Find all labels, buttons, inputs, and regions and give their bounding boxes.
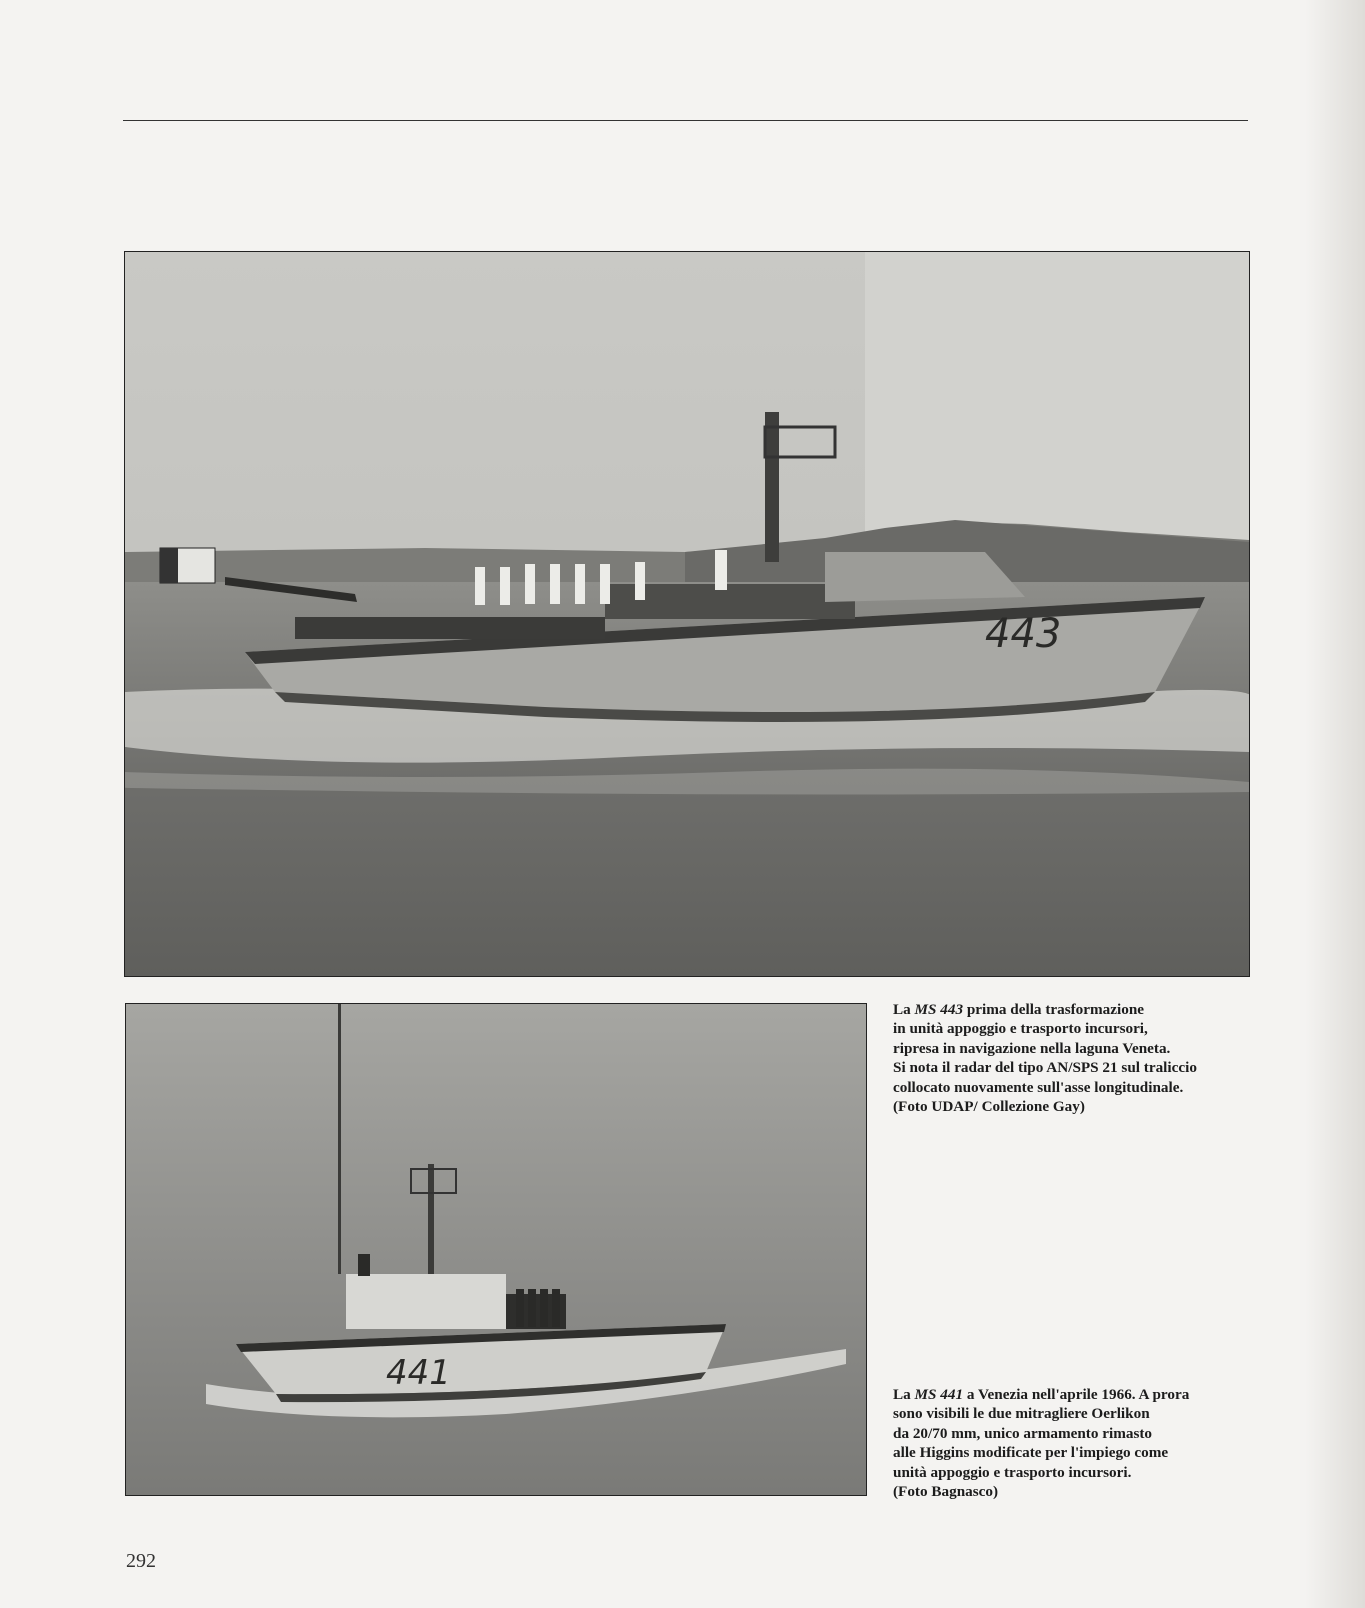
caption-line: Si nota il radar del tipo AN/SPS 21 sul traliccio xyxy=(893,1059,1197,1077)
hull-number-443: 443 xyxy=(985,611,1062,657)
caption-line: alle Higgins modificate per l'impiego come xyxy=(893,1444,1169,1462)
caption-prefix: La xyxy=(893,1386,915,1403)
page-edge-shadow xyxy=(1305,0,1365,1608)
ship-photo-icon xyxy=(126,1004,866,1495)
caption-text: a Venezia nell'aprile 1966. A prora xyxy=(963,1386,1190,1403)
photo-credit: (Foto Bagnasco) xyxy=(893,1483,999,1501)
caption-line: da 20/70 mm, unico armamento rimasto xyxy=(893,1424,1153,1442)
caption-line xyxy=(893,1385,1189,1404)
caption-text: prima della trasformazione xyxy=(963,1001,1145,1018)
caption-line: ripresa in navigazione nella laguna Veneta. xyxy=(893,1039,1171,1057)
caption-line: in unità appoggio e trasporto incursori, xyxy=(893,1020,1148,1038)
caption-line: sono visibili le due mitragliere Oerlikon xyxy=(893,1405,1150,1423)
caption-ms-441 xyxy=(893,1385,1189,1501)
ship-photo-icon xyxy=(125,252,1249,976)
caption-line xyxy=(893,1000,1197,1019)
photo-ms-443 xyxy=(124,251,1250,977)
caption-line: collocato nuovamente sull'asse longitudinale. xyxy=(893,1078,1184,1096)
caption-line: unità appoggio e trasporto incursori. xyxy=(893,1463,1132,1481)
header-rule xyxy=(123,120,1248,121)
page-number: 292 xyxy=(126,1550,156,1572)
caption-prefix: La xyxy=(893,1001,915,1018)
photo-ms-441 xyxy=(125,1003,867,1496)
photo-credit: (Foto UDAP/ Collezione Gay) xyxy=(893,1098,1085,1116)
ship-designation: MS 443 xyxy=(914,1001,964,1018)
hull-number-441: 441 xyxy=(386,1353,451,1393)
caption-ms-443 xyxy=(893,1000,1197,1116)
ship-designation: MS 441 xyxy=(914,1386,964,1403)
